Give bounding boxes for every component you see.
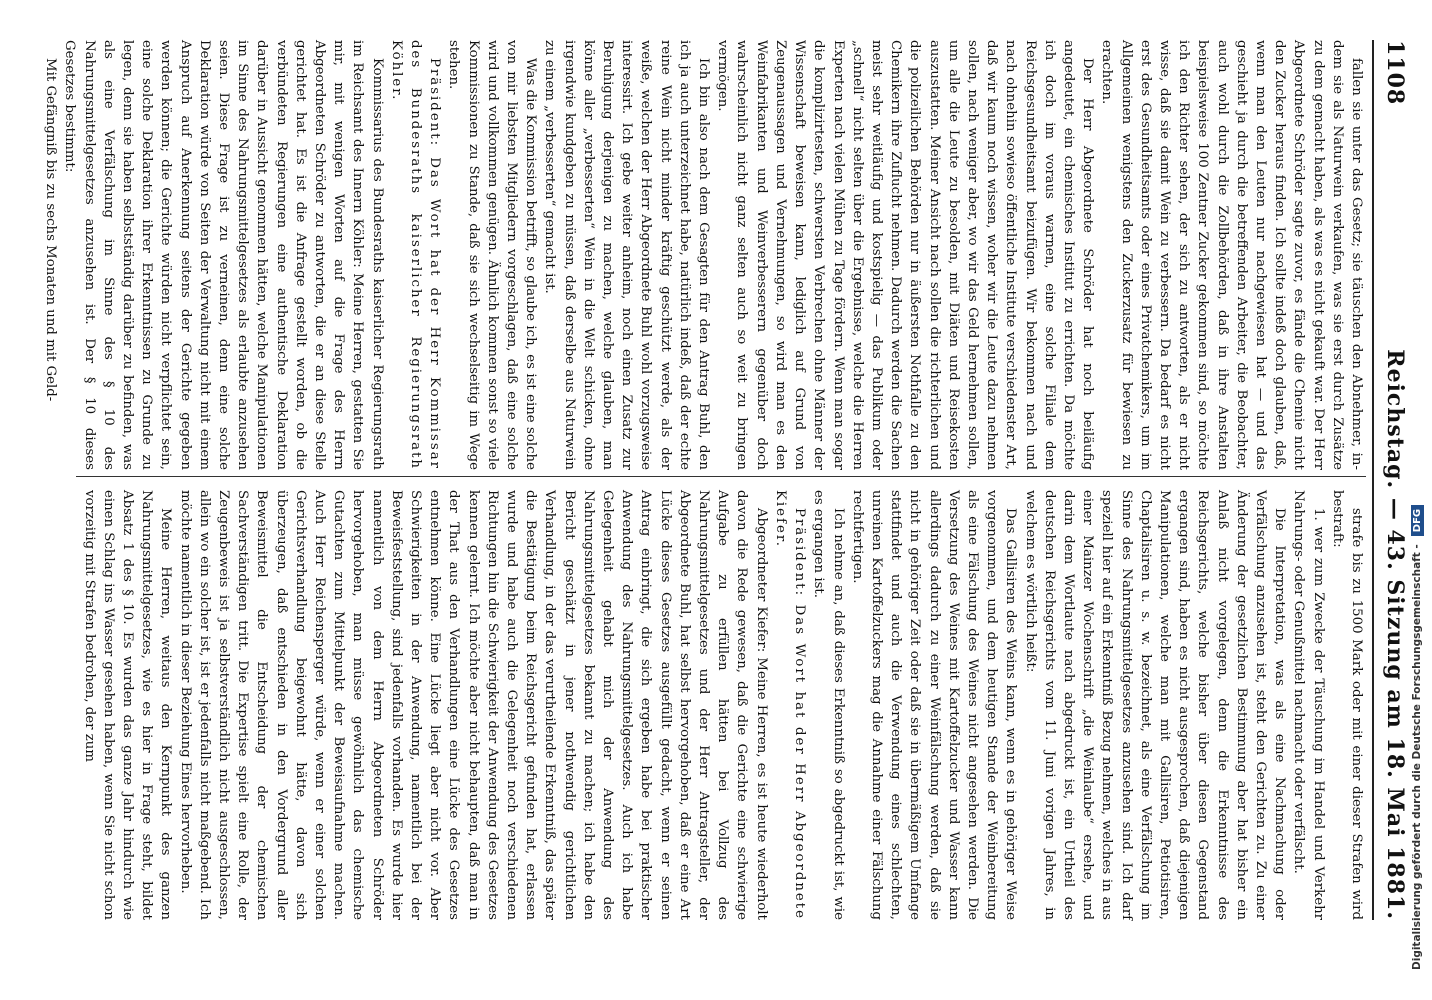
paragraph: Mit Gefängniß bis zu sechs Monaten und mit Geld- [43,58,59,402]
dfg-logo: DFG [1411,505,1424,536]
speaker-paragraph: Präsident: Das Wort hat der Herr Kommissar des Bundesraths kaiserlicher Regierungsrath Köhler. [388,40,443,470]
watermark-text: Digitalisierung gefördert durch die Deutsche Forschungsgemeinschaft - [1411,544,1423,970]
paragraph: Abgeordneter Kiefer: Meine Herren, es ist heute wiederholt davon die Rede gewesen, daß die Gerichte eine schwierige Aufgabe zu erfüllen hätten bei Vollzug des Nahrungsmittelgesetzes und der Herr Antragsteller, der Abgeordnete Buhl, hat selbst hervorgehoben, daß er eine Art Lücke dieses Gesetzes ausgefüllt gedacht, wenn er seinen Antrag einbringt, die sich ergeben habe bei praktischer Anwendung des Nahrungsmittelgesetzes. Auch ich habe Gelegenheit gehabt mich der Anwendung des Nahrungsmittelgesetzes bekannt zu machen; ich habe den Bericht geschätzt in jener nothwendig gerichtlichen Verhandlung, in der das verurtheilende Erkenntniß, das später die Bestätigung beim Reichsgericht gefunden hat, erlassen wurde und habe auch die Gelegenheit noch verschiedenen Richtungen hin die Schwierigkeit der Anwendung des Gesetzes kennen gelernt. Ich möchte aber nicht behaupten, daß man in der That aus den Verhandlungen eine Lücke des Gesetzes entnehmen könne. Eine Lücke liegt aber nicht vor. Aber Schwierigkeiten in der Anwendung, namentlich bei der Beweisfeststellung, sind jedenfalls vorhanden. Es wurde hier namentlich von dem Herrn Abgeordneten Schröder hervorgehoben, man müsse gewöhnlich das chemische Gutachten zum Mittelpunkt der Beweisaufnahme machen. Auch Herr Reichensperger würde, wenn er einer solchen Gerichtsverhandlung beigewohnt hätte, davon sich überzeugen, daß entschieden in den Vordergrund aller Beweismittel die Entscheidung der chemischen Sachverständigen tritt. Die Expertise spielt eine Rolle, der Zeugenbeweis ist ja selbstverständlich nicht ausgeschlossen, allein wo ein solcher ist, ist er jedenfalls nicht maßgebend. Ich möchte namentlich in dieser Beziehung Eines hervorheben. [177,490,769,920]
paragraph: Ich nehme an, daß dieses Erkenntniß so abgedruckt ist, wie es ergangen ist. [811,490,846,920]
page-number: 1108 [1382,40,1408,106]
paragraph: Meine Herren, weitaus den Kernpunkt des ganzen Nahrungsmittelgesetzes, wie es hier in Frage steht, bildet Absatz 1 des § 10. Es wurden das ganze Jahr hindurch wie einen Schlag ins Wasser gesehen haben, wenn Sie nicht schon vorzeitig mit Strafen bedrohen, der zum [81,490,174,920]
paragraph: Der Herr Abgeordnete Schröder hat noch beiläufig angedeutet, ein chemisches Institut zu errichten. Da möchte ich doch im voraus warnen, eine solche Filiale dem Reichsgesundheitsamt beizufügen. Wir bekommen nach und nach ohnehin sowieso öffentliche Institute verschiedenster Art, daß wir kaum noch wissen, woher wir die Leute dazu nehmen sollen, nach weniger aber, wo wir das Geld hernehmen sollen, um alle die Leute zu besolden, mit Diäten und Reisekosten auszustatten. Meiner Ansicht nach sollen die richterlichen und die polizeilichen Behörden nur in äußersten Nothfalle zu den Chemikern ihre Zuflucht nehmen. Dadurch werden die Sachen meist sehr weitläufig und kostspielig — das Publikum oder „schnell“ nicht selten über die Ergebnisse, welche die Herren Experten nach vielen Mühen zu Tage fördern. Wenn man sogar die komplizirtesten, schwersten Verbrechen ohne Männer der Wissenschaft beweisen kann, lediglich auf Grund von Zeugenaussagen und Vernehmungen, so wird man es den Weinfabrikanten und Weinverbesserern gegenüber doch wahrscheinlich nicht ganz selten auch so weit zu bringen vermögen. [715,40,1096,470]
paragraph: fallen sie unter das Gesetz; sie täuschen den Abnehmer, in-dem sie als Naturwein verkaufen, was sie erst durch Zusätze zu dem gemacht haben, als was es nicht gekauft war. Der Herr Abgeordnete Schröder sagte zuvor, es fände die Chemie nicht den Zucker heraus finden. Ich sollte indeß doch glauben, daß, wenn man den Leuten nur nachgewiesen hat — und das geschieht ja durch die betreffenden Arbeiter, die Beobachter, auch wohl durch die Zollbehörden, daß in ihre Anstalten beispielsweise 100 Zentner Zucker gekommen sind, so möchte ich den Richter sehen, der sich zu antworten, als er nicht wisse, daß sie damit Wein zu verbessern. Da bedarf es nicht erst des Gesundheitsamts oder eines Privatchemikers, um im Allgemeinen wenigstens den Zuckerzusatz für bewiesen zu erachten. [1099,40,1364,470]
speaker-paragraph: Präsident: Das Wort hat der Herr Abgeordnete Kiefer. [772,490,808,920]
running-title: Reichstag. — 43. Sitzung am 18. Mai 1881. [1382,349,1408,920]
paragraph: Was die Kommission betrifft, so glaube ich, es ist eine solche von mir liebsten Mitgliedern vorgeschlagen, daß eine solche wird und vollkommen genügen. Ähnlich kommen sonst so viele Kommissionen zu Stande, daß sie sich wechselseitig im Wege stehen. [446,40,539,470]
right-column [66,490,1366,920]
paragraph: Kommissarius des Bundesraths kaiserlicher Regierungsrath im Reichsamt des Innern Köhler: Meine Herren, gestatten Sie mir, mit wenigen Worten auf die Frage des Herrn Abgeordneten Schröder zu antworten, die er an diese Stelle gerichtet hat. Es ist die Anfrage gestellt worden, ob die verbündeten Regierungen eine authentische Deklaration darüber in Aussicht genommen hätten, welche Manipulationen im Sinne des Nahrungsmittelgesetzes als erlaubte anzusehen seien. Diese Frage ist zu verneinen, denn eine solche Deklaration würde von Seiten der Verwaltung nicht mit einem Anspruch auf Anerkennung seitens der Gerichte gegeben werden können; die Gerichte würden nicht verpflichtet sein, eine solche Deklaration ihrer Erkenntnissen zu Grunde zu legen, denn sie haben selbstständig darüber zu befinden, was als eine Verfälschung im Sinne des § 10 des Nahrungsmittelgesetzes anzusehen ist. Der § 10 dieses Gesetzes bestimmt: [62,40,385,470]
header-rule [1372,40,1374,920]
quoted-paragraph: 1. wer zum Zwecke der Täuschung im Handel und Verkehr Nahrungs- oder Genußmittel nachmacht oder verfälscht. [1291,490,1326,920]
quoted-paragraph: Das Gallisiren des Weins kann, wenn es in gehöriger Weise vorgenommen, und dem heutigen Stande der Weinbereitung als eine Fälschung des Weines nicht angesehen werden. Die Versetzung des Weines mit Kartoffelzucker und Wasser kann allerdings dadurch zu einer Weinfälschung werden, daß sie nicht in gehöriger Zeit oder daß sie in übermäßigem Umfange stattfindet und auch die Verwendung eines schlechten, unreinen Kartoffelzuckers mag die Annahme einer Fälschung rechtfertigen. [849,490,1019,920]
paragraph: strafe bis zu 1500 Mark oder mit einer dieser Strafen wird bestraft: [1329,490,1364,920]
column-divider [76,476,1366,477]
paragraph: Die Interpretation, was als eine Nachmachung oder Verfälschung anzusehen ist, steht den Gerichten zu. Zu einer Änderung der gesetzlichen Bestimmung aber hat bisher ein Anlaß nicht vorgelegen, denn die Erkenntnisse des Reichsgerichts, welche bisher über diesen Gegenstand ergangen sind, haben es nicht ausgesprochen, daß diejenigen Manipulationen, welche man mit Gallisiren, Petiotisiren, Chaptalisiren u. s. w. bezeichnet, als eine Verfälschung im Sinne des Nahrungsmittelgesetzes anzusehen sind. Ich darf speziell hier auf ein Erkenntniß Bezug nehmen, welches in aus einer Mainzer Wochenschrift „die Weinlaube“ ersehe, und darin dem Wortlaute nach abgedruckt ist, ein Urtheil des deutschen Reichsgerichts vom 11. Juni vorigen Jahres, in welchem es wörtlich heißt: [1022,490,1288,920]
paragraph: Ich bin also nach dem Gesagten für den Antrag Buhl, den ich ja auch unterzeichnet habe, natürlich indeß, daß der echte reine Wein nicht minder kräftig geschützt werde, als der weiße, welchen der Herr Abgeordnete Buhl wohl vorzugsweise interessirt. Ich gebe weiter anheim, noch einen Zusatz zur Beruhigung derjenigen zu machen, welche glauben, man könne aller „verbesserten“ Wein in die Welt schicken, ohne irgendwie kundgeben zu müssen, daß derselbe aus Naturwein zu einem „verbesserten“ gemacht ist. [542,40,712,470]
dfg-watermark [1404,30,1430,970]
left-column [43,40,1366,470]
